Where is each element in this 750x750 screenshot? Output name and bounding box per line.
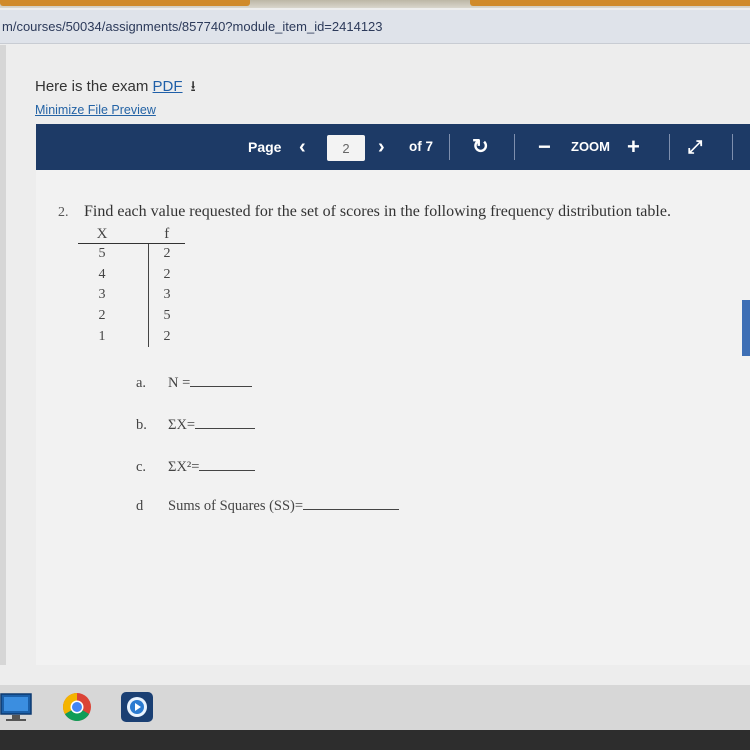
minimize-file-preview-link[interactable]: Minimize File Preview [35,103,156,117]
cell-f: 3 [149,285,186,306]
part-letter: a. [136,375,147,391]
webex-icon[interactable] [120,691,154,723]
table-row [78,265,185,286]
exam-intro [35,76,196,101]
toolbar-divider [514,134,515,160]
table-row [78,306,185,327]
monitor-bezel [0,730,750,750]
cell-x: 1 [98,328,106,344]
answer-blank [195,414,255,429]
question-text: Find each value requested for the set of scores in the following frequency distribution table. [84,203,671,220]
header-x: X [78,226,126,244]
chrome-icon[interactable] [60,691,94,723]
question-part-b [136,414,255,434]
left-edge [0,45,6,665]
scrollbar-thumb[interactable] [742,300,750,356]
page-label: Page [248,139,282,155]
cell-f: 2 [149,326,186,347]
answer-blank [199,456,255,471]
page-number-input[interactable] [327,135,365,161]
pdf-page [36,170,750,665]
part-letter: d [136,498,144,514]
toolbar-divider [449,134,450,160]
part-letter: c. [136,459,147,475]
part-letter: b. [136,417,147,433]
download-icon[interactable]: ⭳ [190,78,196,95]
answer-blank [190,372,252,387]
answer-blank [303,495,399,510]
pdf-link[interactable]: PDF [152,78,183,95]
window-top-strip [0,0,750,8]
zoom-label: ZOOM [571,139,610,154]
cell-x: 2 [98,308,106,324]
screen-icon[interactable] [0,691,34,723]
plus-icon[interactable]: + [627,134,640,159]
question-number: 2. [58,205,69,220]
question-part-d [136,495,399,515]
toolbar-divider [669,134,670,160]
part-label: N = [168,375,191,391]
table-header-row [78,226,185,244]
part-label: ΣX²= [168,459,200,475]
pdf-viewer-toolbar [36,124,750,170]
rotate-icon[interactable]: ↻ [472,136,489,158]
cell-f: 2 [149,265,186,286]
expand-icon[interactable]: ⤢ [688,137,703,157]
part-label: ΣX= [168,417,196,433]
table-row [78,326,185,347]
header-f: f [149,226,186,244]
cell-x: 4 [98,266,106,282]
chevron-left-icon[interactable]: ‹ [299,136,306,158]
cell-f: 5 [149,306,186,327]
part-label: Sums of Squares (SS)= [168,498,304,514]
minus-icon[interactable]: − [538,134,551,159]
frequency-table [78,226,185,347]
toolbar-divider [732,134,733,160]
table-row [78,244,185,265]
url-text[interactable]: m/courses/50034/assignments/857740?module_item_id=2414123 [2,19,383,34]
cell-x: 3 [98,287,106,303]
table-row [78,285,185,306]
cell-f: 2 [149,244,186,265]
question-part-a [136,372,252,392]
question-part-c [136,456,255,476]
address-bar[interactable] [0,10,750,44]
intro-text: Here is the exam [35,78,153,95]
page-count-label: of 7 [409,139,434,154]
chevron-right-icon[interactable]: › [378,136,385,158]
taskbar [0,685,750,730]
cell-x: 5 [98,246,106,262]
